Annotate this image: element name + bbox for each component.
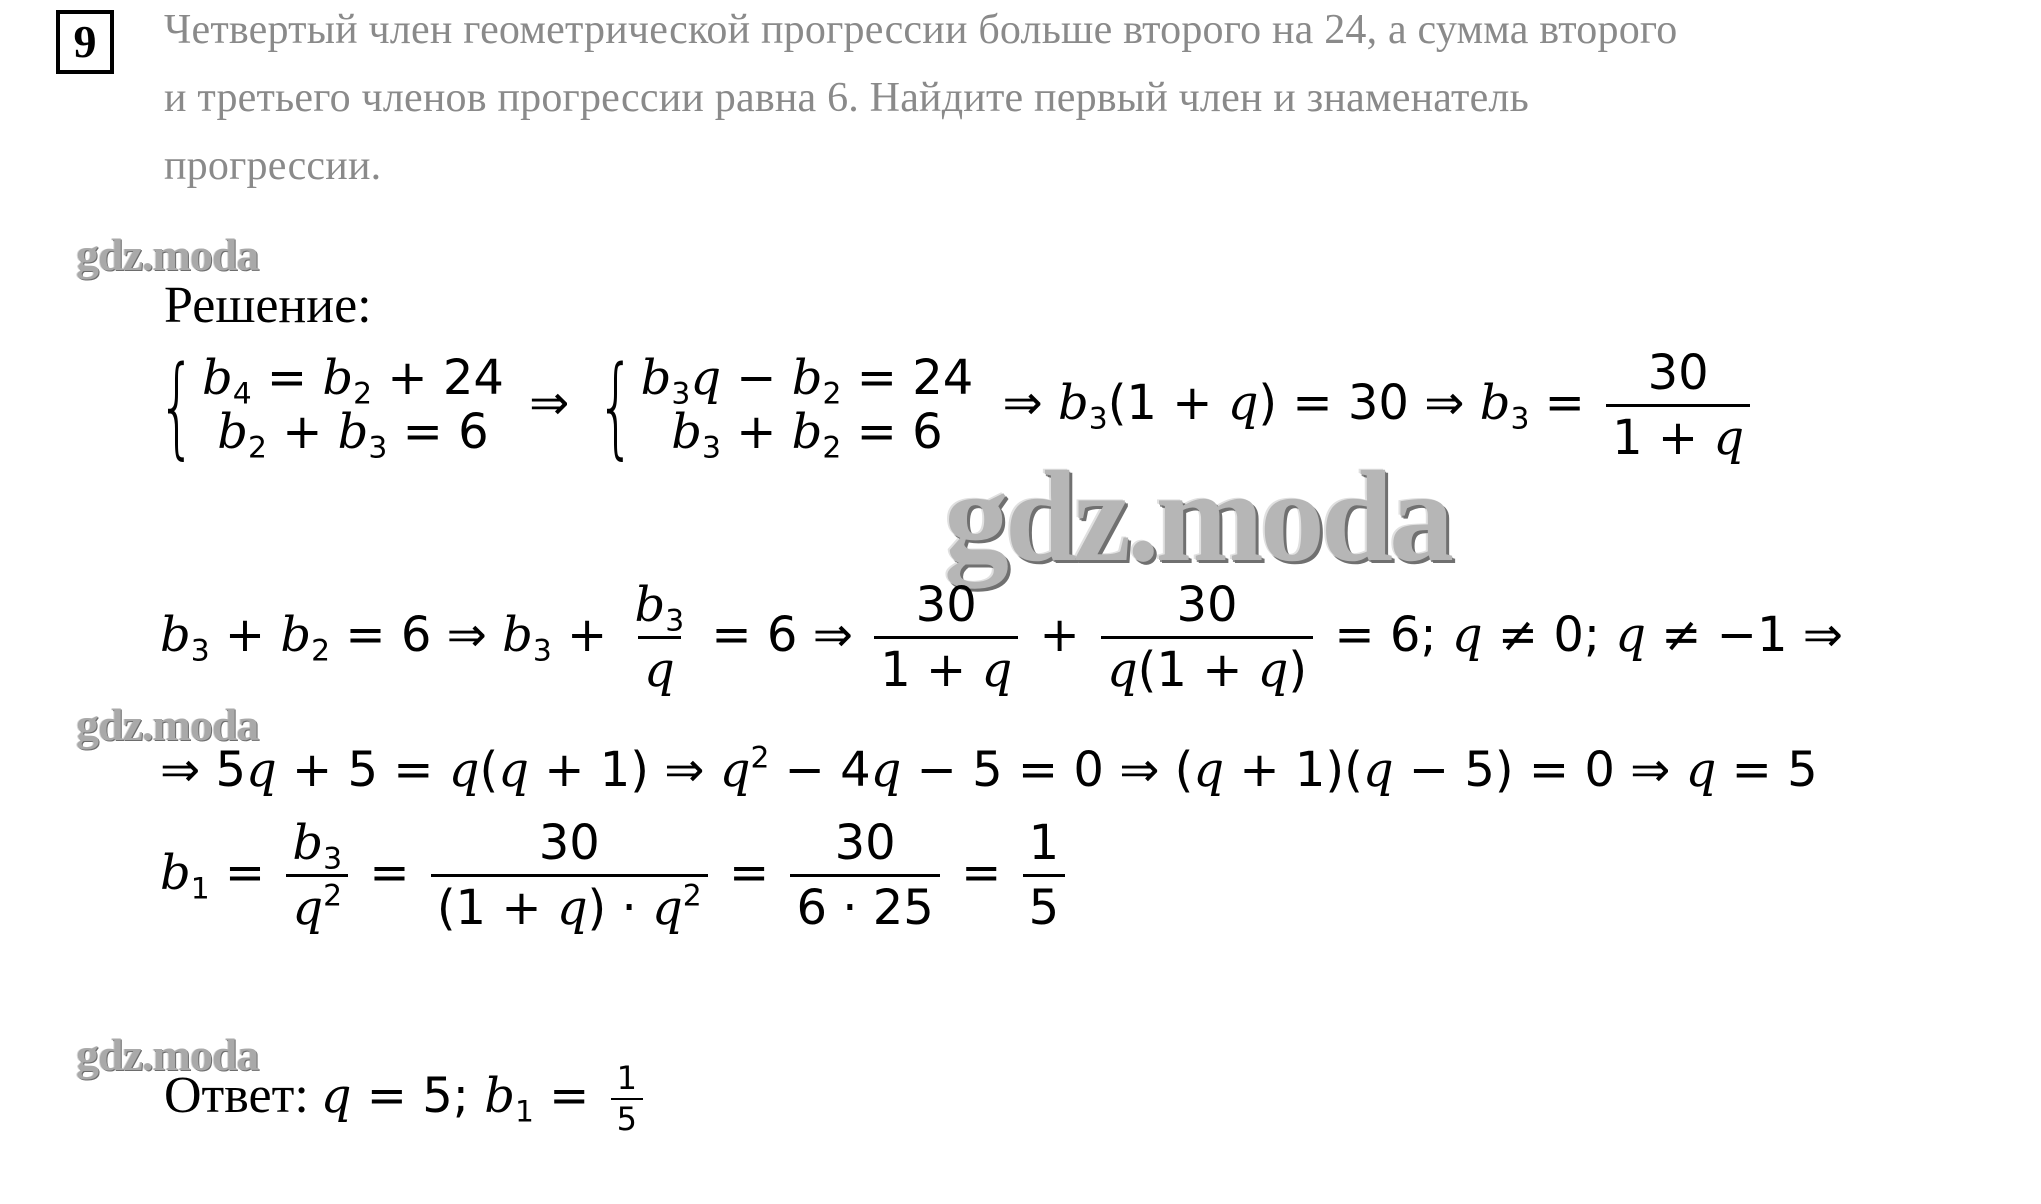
fraction: $\frac{30}{1 + q}$ — [874, 580, 1018, 696]
solution-heading: Решение: — [164, 277, 372, 334]
equation-system-1: { $b_4 = b_2 + 24$ $b_2 + b_3 = 6$ — [157, 341, 504, 470]
fraction: $\frac{30}{q(1 + q)}$ — [1101, 580, 1313, 696]
fraction: $\frac{1}{5}$ — [1023, 818, 1066, 934]
watermark: gdz.moda — [76, 229, 259, 280]
equation-line-4: $b_1$ = $\frac{b_3}{q^2}$ = $\frac{30}{(1 + q) \cdot q^2}$ = $\frac{30}{6 \cdot 25}$ = $\frac{1}{5}$ — [160, 818, 1071, 934]
equation-line-3: ⇒ 5q + 5 = q(q + 1) ⇒ $q^2 - 4q - 5 = 0$ ⇒ (q + 1)(q − 5) = 0 ⇒ q = 5 — [160, 740, 1818, 798]
problem-text-line-3: прогрессии. — [164, 143, 382, 189]
watermark: gdz.moda — [76, 699, 259, 750]
fraction: $\frac{b_3}{q^2}$ — [286, 818, 348, 934]
problem-text-line-2: и третьего членов прогрессии равна 6. Найдите первый член и знаменатель — [164, 75, 1529, 121]
problem-number: 9 — [56, 10, 114, 74]
equation-system-2: { $b_3q - b_2 = 24$ $b_3 + b_2 = 6$ — [596, 341, 974, 470]
fraction: $\frac{30}{(1 + q) \cdot q^2}$ — [431, 818, 708, 934]
fraction: $\frac{30}{1 + q}$ — [1606, 348, 1750, 464]
fraction: $\frac{b_3}{q}$ — [634, 577, 685, 699]
problem-text-line-1: Четвертый член геометрической прогрессии больше второго на 24, а сумма второго — [164, 7, 1678, 53]
fraction: $\frac{1}{5}$ — [611, 1062, 643, 1136]
equation-systems: { $b_4 = b_2 + 24$ $b_2 + b_3 = 6$ ⇒ { $b_3q - b_2 = 24$ $b_3 + b_2 = 6$ ⇒ $b_3(1 + q) = 30$ ⇒ $b_3$ = $\frac{30}{1 + q}$ — [156, 348, 1756, 464]
fraction: $\frac{30}{6 \cdot 25}$ — [790, 818, 939, 934]
answer-label: Ответ: — [164, 1067, 309, 1125]
equation-line-2: $b_3 + b_2 = 6$ ⇒ $b_3$ + $\frac{b_3}{q}$ = 6 ⇒ $\frac{30}{1 + q}$ + $\frac{30}{q(1 + q)}$ = 6; q ≠ 0; q ≠ −1 ⇒ — [160, 577, 1843, 699]
watermark: gdz.moda — [76, 1029, 259, 1080]
watermark-large: gdz.moda — [944, 445, 1451, 589]
answer: Ответ: q = 5; $b_1$ = $\frac{1}{5}$ — [164, 1062, 649, 1136]
